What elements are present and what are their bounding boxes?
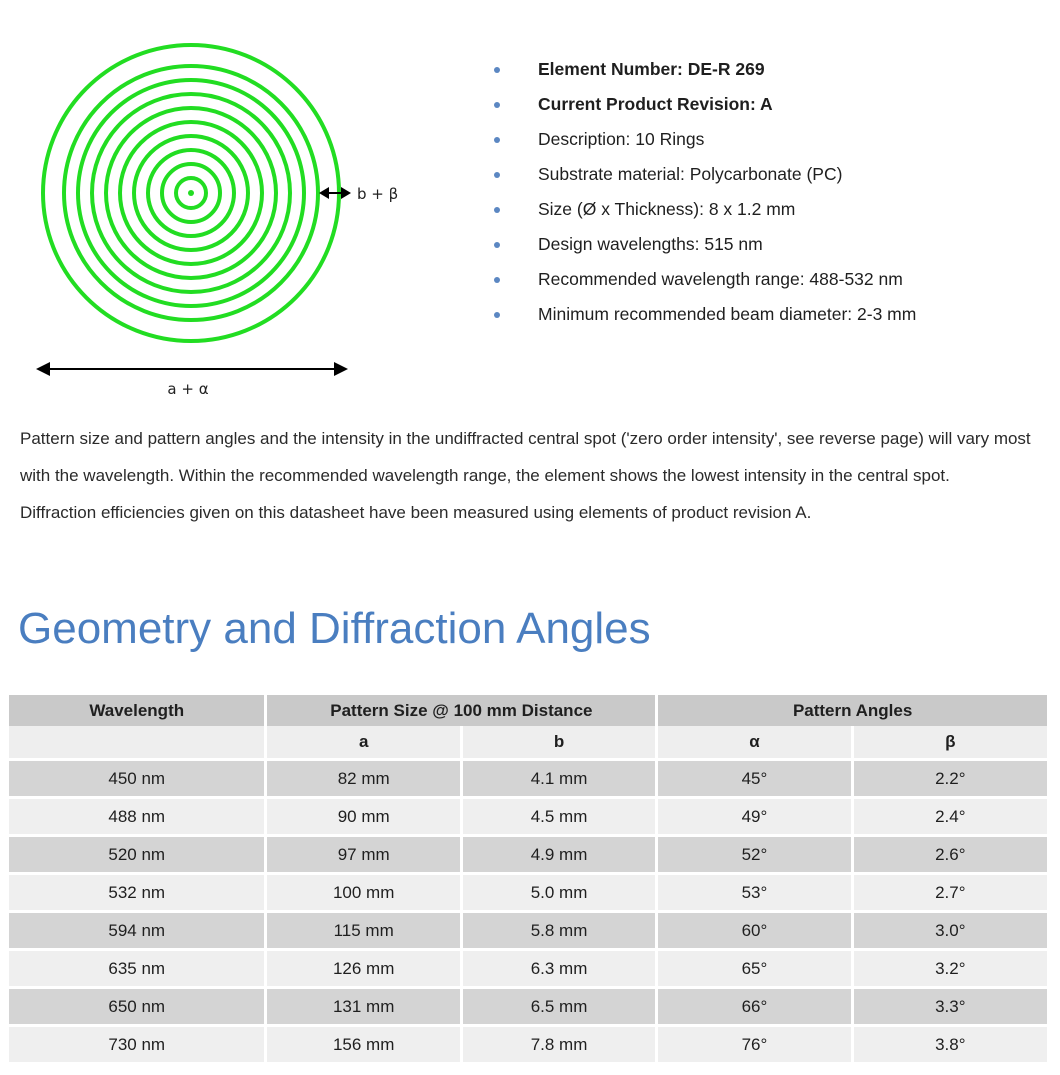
cell-a: 97 mm (267, 834, 459, 872)
subheader-b: b (463, 726, 655, 758)
cell-wavelength: 488 nm (9, 796, 264, 834)
cell-alpha: 76° (658, 1024, 850, 1062)
bullet-icon (494, 207, 500, 213)
header-wavelength: Wavelength (9, 695, 264, 726)
spec-text: Design wavelengths: 515 nm (538, 234, 763, 254)
cell-a: 90 mm (267, 796, 459, 834)
spec-text: Element Number: DE-R 269 (538, 59, 765, 79)
cell-b: 6.5 mm (463, 986, 655, 1024)
subheader-empty (9, 726, 264, 758)
bullet-icon (494, 102, 500, 108)
description-paragraph-1: Pattern size and pattern angles and the intensity in the undiffracted central spot ('zero order intensity', see reverse page) will vary most with the wavelength. Within the recommended wavelength range, the element shows the lowest intensity in the central spot. (20, 429, 1031, 485)
section-title: Geometry and Diffraction Angles (18, 604, 651, 653)
spec-text: Substrate material: Polycarbonate (PC) (538, 164, 843, 184)
cell-b: 7.8 mm (463, 1024, 655, 1062)
subheader-alpha: α (658, 726, 850, 758)
table-row (9, 1024, 1047, 1062)
bullet-icon (494, 312, 500, 318)
table-row (9, 948, 1047, 986)
b-beta-arrow (319, 187, 351, 199)
spec-text: Current Product Revision: A (538, 94, 773, 114)
cell-a: 100 mm (267, 872, 459, 910)
cell-wavelength: 635 nm (9, 948, 264, 986)
center-dot (188, 190, 194, 196)
subheader-a: a (267, 726, 459, 758)
cell-beta: 3.2° (854, 948, 1047, 986)
a-alpha-arrow (36, 362, 348, 376)
b-beta-label: b + β (357, 185, 399, 203)
cell-wavelength: 650 nm (9, 986, 264, 1024)
cell-alpha: 53° (658, 872, 850, 910)
spec-item (492, 52, 916, 87)
cell-alpha: 52° (658, 834, 850, 872)
spec-text: Size (Ø x Thickness): 8 x 1.2 mm (538, 199, 796, 219)
cell-wavelength: 450 nm (9, 758, 264, 796)
bullet-icon (494, 172, 500, 178)
cell-alpha: 66° (658, 986, 850, 1024)
geometry-table (6, 695, 1050, 1062)
spec-item (492, 87, 916, 122)
spec-text: Description: 10 Rings (538, 129, 705, 149)
cell-wavelength: 594 nm (9, 910, 264, 948)
cell-alpha: 65° (658, 948, 850, 986)
cell-beta: 2.6° (854, 834, 1047, 872)
cell-beta: 3.8° (854, 1024, 1047, 1062)
subheader-beta: β (854, 726, 1047, 758)
specifications-list (492, 52, 916, 332)
ring-pattern-diagram (0, 0, 440, 420)
cell-a: 131 mm (267, 986, 459, 1024)
spec-item (492, 297, 916, 332)
cell-beta: 2.2° (854, 758, 1047, 796)
cell-a: 126 mm (267, 948, 459, 986)
cell-beta: 3.0° (854, 910, 1047, 948)
spec-item (492, 122, 916, 157)
spec-text: Minimum recommended beam diameter: 2-3 mm (538, 304, 917, 324)
cell-wavelength: 520 nm (9, 834, 264, 872)
cell-b: 5.0 mm (463, 872, 655, 910)
cell-beta: 2.4° (854, 796, 1047, 834)
table-row (9, 796, 1047, 834)
spec-item (492, 157, 916, 192)
cell-alpha: 45° (658, 758, 850, 796)
description-text (20, 420, 1050, 531)
cell-b: 4.9 mm (463, 834, 655, 872)
cell-a: 82 mm (267, 758, 459, 796)
bullet-icon (494, 242, 500, 248)
cell-beta: 2.7° (854, 872, 1047, 910)
a-alpha-label: a + α (167, 380, 209, 398)
bullet-icon (494, 277, 500, 283)
cell-b: 4.5 mm (463, 796, 655, 834)
bullet-icon (494, 137, 500, 143)
cell-alpha: 49° (658, 796, 850, 834)
cell-a: 156 mm (267, 1024, 459, 1062)
cell-b: 4.1 mm (463, 758, 655, 796)
table-row (9, 834, 1047, 872)
cell-a: 115 mm (267, 910, 459, 948)
cell-b: 6.3 mm (463, 948, 655, 986)
cell-beta: 3.3° (854, 986, 1047, 1024)
header-pattern-angles: Pattern Angles (658, 695, 1047, 726)
spec-item (492, 227, 916, 262)
spec-item (492, 192, 916, 227)
concentric-rings (43, 45, 339, 341)
table-row (9, 758, 1047, 796)
cell-wavelength: 730 nm (9, 1024, 264, 1062)
table-row (9, 986, 1047, 1024)
bullet-icon (494, 67, 500, 73)
header-pattern-size: Pattern Size @ 100 mm Distance (267, 695, 655, 726)
cell-wavelength: 532 nm (9, 872, 264, 910)
cell-alpha: 60° (658, 910, 850, 948)
table-row (9, 910, 1047, 948)
cell-b: 5.8 mm (463, 910, 655, 948)
spec-text: Recommended wavelength range: 488-532 nm (538, 269, 903, 289)
description-paragraph-2: Diffraction efficiencies given on this datasheet have been measured using elements of product revision A. (20, 503, 812, 522)
table-row (9, 872, 1047, 910)
spec-item (492, 262, 916, 297)
